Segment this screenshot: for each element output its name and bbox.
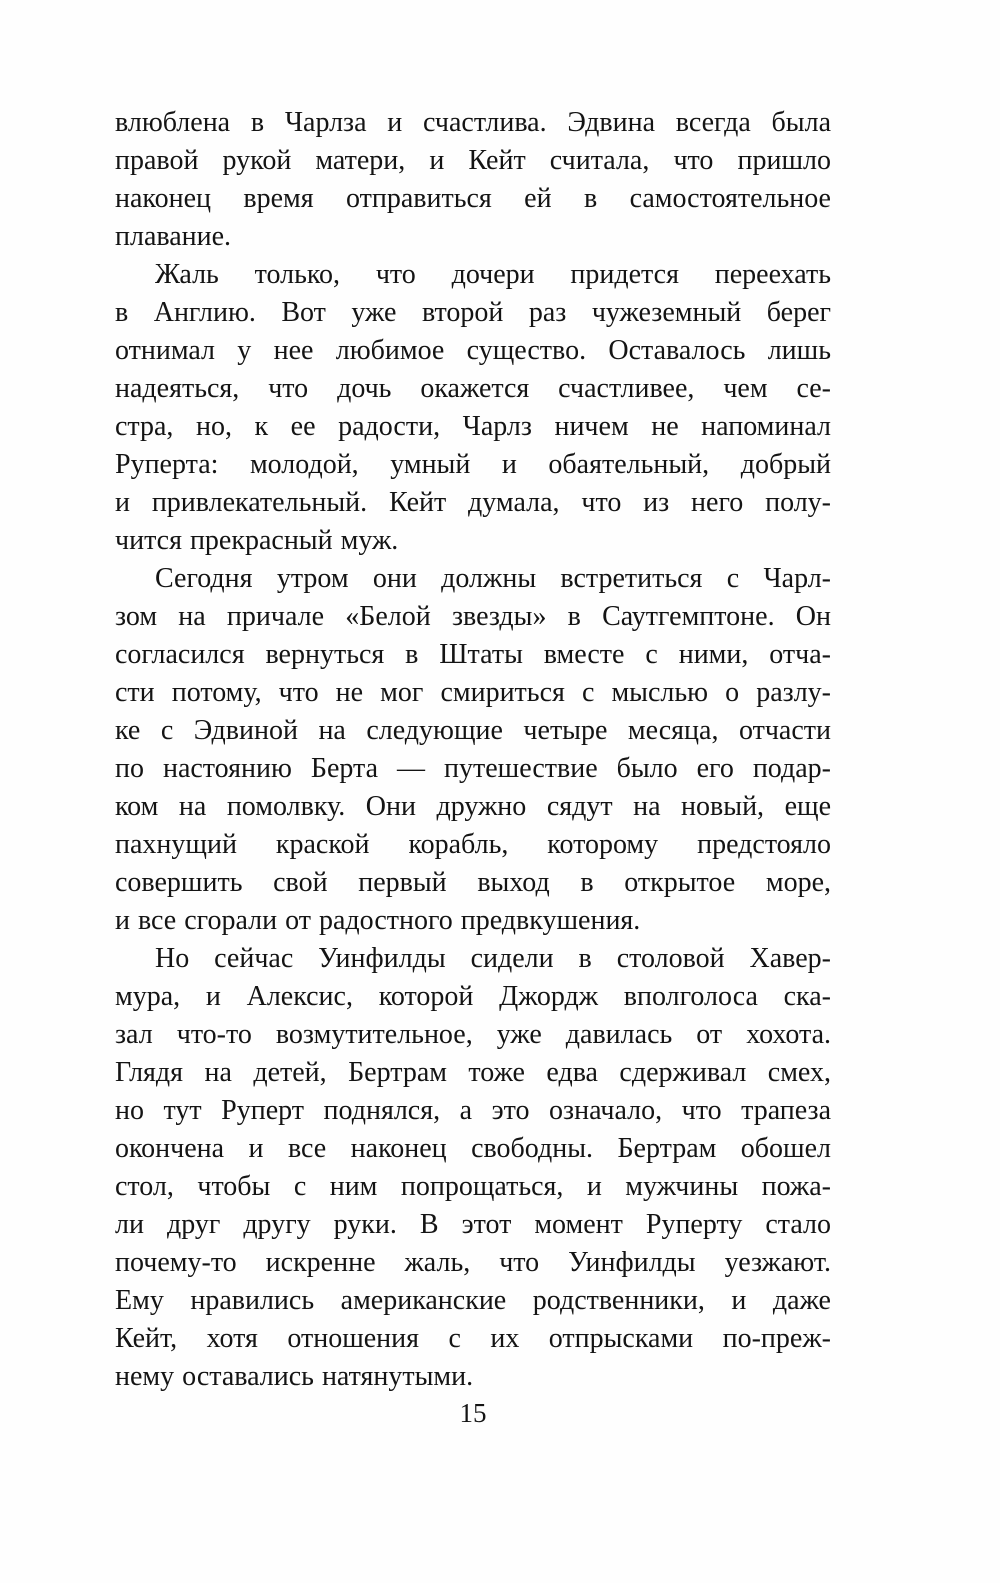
text-line: надеяться, что дочь окажется счастливее, чем се- [115,373,831,404]
text-line: и все сгорали от радостного предвкушения. [115,905,641,936]
text-line: стра, но, к ее радости, Чарлз ничем не напоминал [115,411,831,442]
text-line: в Англию. Вот уже второй раз чужеземный берег [115,297,831,328]
text-line: окончена и все наконец свободны. Бертрам обошел [115,1133,831,1164]
text-line: сти потому, что не мог смириться с мыслью о разлу- [115,677,831,708]
text-block [115,104,831,1396]
text-line: Руперта: молодой, умный и обаятельный, добрый [115,449,831,480]
text-line: но тут Руперт поднялся, а это означало, что трапеза [115,1095,831,1126]
paragraph [115,940,831,1396]
text-line: Жаль только, что дочери придется переехать [155,259,831,290]
text-line: правой рукой матери, и Кейт считала, что пришло [115,145,831,176]
text-line: стол, чтобы с ним попрощаться, и мужчины пожа- [115,1171,831,1202]
text-line: ли друг другу руки. В этот момент Руперту стало [115,1209,831,1240]
text-line: почему-то искренне жаль, что Уинфилды уезжают. [115,1247,831,1278]
text-line: Кейт, хотя отношения с их отпрысками по-преж- [115,1323,831,1354]
text-line: плавание. [115,221,232,252]
text-line: зал что-то возмутительное, уже давилась от хохота. [115,1019,831,1050]
paragraph [115,560,831,940]
text-line: нему оставались натянутыми. [115,1361,474,1392]
text-line: ке с Эдвиной на следующие четыре месяца, отчасти [115,715,831,746]
text-line: по настоянию Берта — путешествие было его подар- [115,753,831,784]
paragraph [115,104,831,256]
text-line: зом на причале «Белой звезды» в Саутгемптоне. Он [115,601,831,632]
page-number: 15 [459,1398,487,1428]
text-line: Глядя на детей, Бертрам тоже едва сдерживал смех, [115,1057,831,1088]
text-line: Но сейчас Уинфилды сидели в столовой Хавер- [155,943,831,974]
text-line: мура, и Алексис, которой Джордж вполголоса ска- [115,981,831,1012]
text-line: отнимал у нее любимое существо. Оставалось лишь [115,335,831,366]
text-line: ком на помолвку. Они дружно сядут на новый, еще [115,791,831,822]
text-line: совершить свой первый выход в открытое море, [115,867,831,898]
text-line: и привлекательный. Кейт думала, что из него полу- [115,487,831,518]
text-line: наконец время отправиться ей в самостоятельное [115,183,831,214]
text-line: Сегодня утром они должны встретиться с Чарл- [155,563,831,594]
text-line: согласился вернуться в Штаты вместе с ними, отча- [115,639,831,670]
text-line: чится прекрасный муж. [115,525,399,556]
text-line: Ему нравились американские родственники, и даже [115,1285,831,1316]
text-line: влюблена в Чарлза и счастлива. Эдвина всегда была [115,107,831,138]
paragraph [115,256,831,560]
text-line: пахнущий краской корабль, которому предстояло [115,829,831,860]
